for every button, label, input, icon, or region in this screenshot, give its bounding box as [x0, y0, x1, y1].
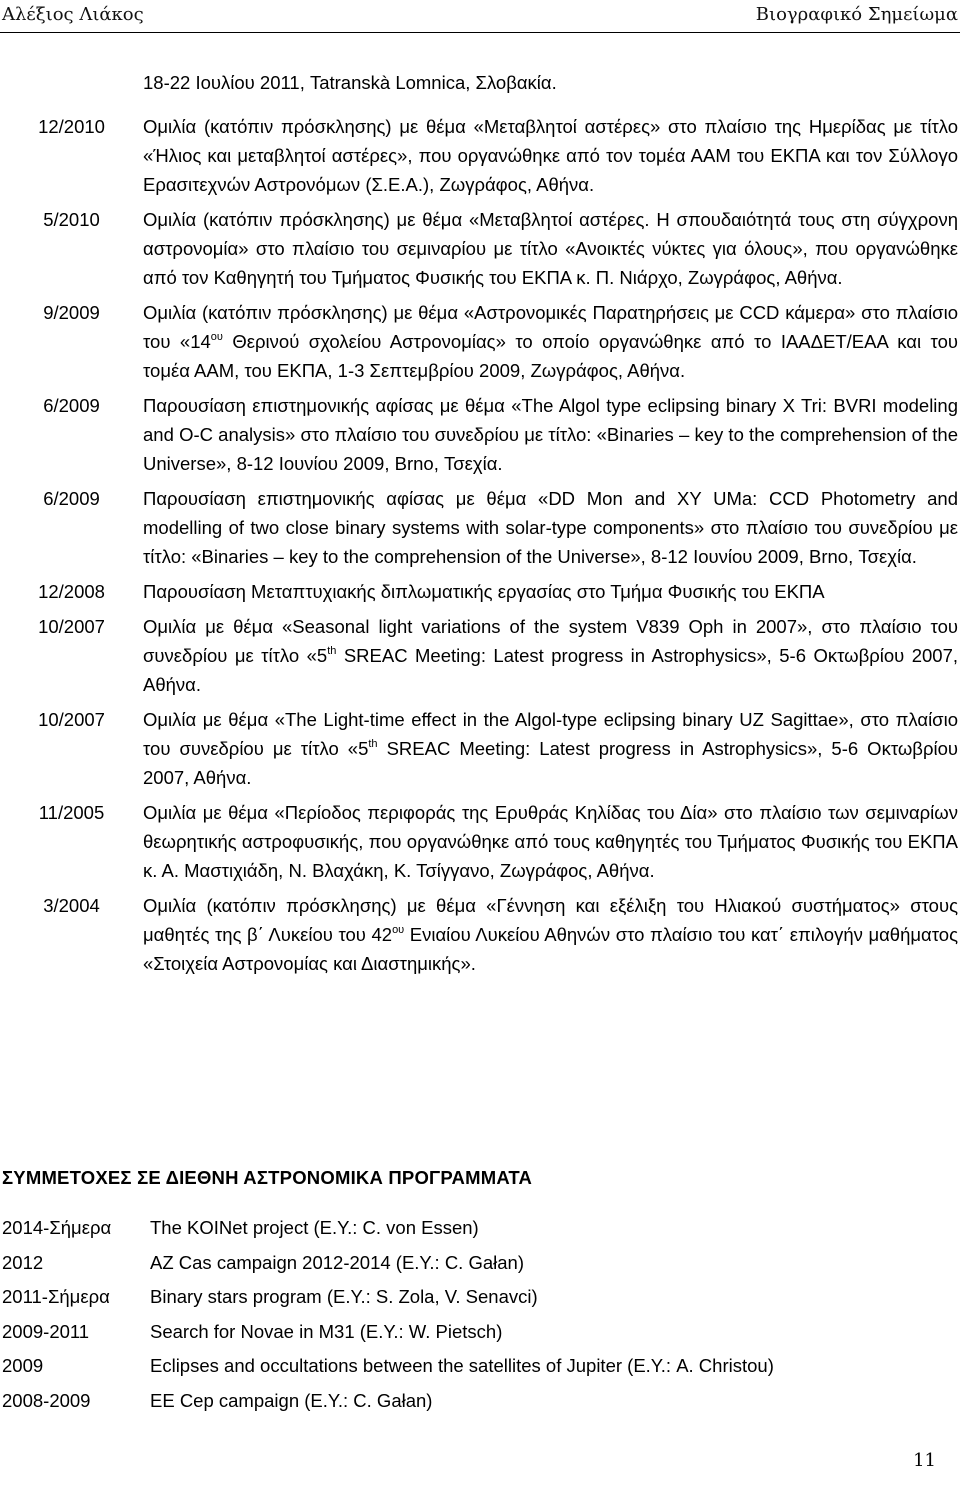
entry-text: Ομιλία (κατόπιν πρόσκλησης) με θέμα «Μεταβλητοί αστέρες. Η σπουδαιότητά τους στη σύγχρονη αστρονομία» στο πλαίσιο του σεμιναρίου με τίτλο «Ανοικτές νύκτες για όλους», που οργανώθηκε από τον Καθηγητή του Τμήματος Φυσικής του ΕΚΠΑ κ. Π. Νιάρχο, Ζωγράφος, Αθήνα. [143, 209, 958, 288]
program-years: 2009-2011 [2, 1320, 90, 1342]
entry-text: Ομιλία (κατόπιν πρόσκλησης) με θέμα «Αστρονομικές Παρατηρήσεις με CCD κάμερα» στο πλαίσιο του «$14^{o\upsilon}$ Θερινού σχολείου Αστρονομίας» το οποίο οργανώθηκε από το ΙΑΑΔΕΤ/ΕΑΑ και του τομέα ΑΑΜ, του ΕΚΠΑ, 1-3 Σεπτεμβρίου 2009, Ζωγράφος, Αθήνα. [143, 302, 958, 381]
list-item [2, 1349, 774, 1384]
list-item [0, 68, 960, 97]
entry-date: 12/2008 [38, 581, 105, 602]
list-item [2, 1384, 774, 1419]
entry-date: 5/2010 [43, 209, 100, 230]
entry-date: 9/2009 [43, 302, 100, 323]
list-item [0, 484, 960, 571]
program-name: Binary stars program (Ε.Υ.: S. Zola, V. Senavci) [150, 1286, 538, 1307]
programs-list [2, 1211, 774, 1418]
entry-text: Ομιλία (κατόπιν πρόσκλησης) με θέμα «Μεταβλητοί αστέρες» στο πλαίσιο της Ημερίδας με τίτλο «Ήλιος και μεταβλητοί αστέρες», που οργανώθηκε από τον τομέα ΑΑΜ του ΕΚΠΑ και τον Σύλλογο Ερασιτεχνών Αστρονόμων (Σ.Ε.Α.), Ζωγράφος, Αθήνα. [143, 116, 958, 195]
list-item [0, 798, 960, 885]
list-item [2, 1315, 774, 1350]
entry-date: 12/2010 [38, 116, 105, 137]
program-name: The KOINet project (Ε.Υ.: C. von Essen) [150, 1217, 479, 1238]
header-document-title: Βιογραφικό Σημείωμα [755, 4, 958, 25]
entry-text: Ομιλία με θέμα «Seasonal light variations of the system V839 Oph in 2007», στο πλαίσιο του συνεδρίου με τίτλο «5th SREAC Meeting: Latest progress in Astrophysics», 5-6 Οκτωβρίου 2007, Αθήνα. [143, 616, 958, 695]
program-years: 2012 [2, 1251, 44, 1273]
list-item [0, 298, 960, 385]
list-item [0, 612, 960, 699]
entry-text: Ομιλία (κατόπιν πρόσκλησης) με θέμα «Γέννηση και εξέλιξη του Ηλιακού συστήματος» στους μαθητές της β΄ Λυκείου του $42^{o\upsilon}$ Ενιαίου Λυκείου Αθηνών στο πλαίσιο του κατ΄ επιλογήν μαθήματος «Στοιχεία Αστρονομίας και Διαστημικής». [143, 895, 958, 974]
entry-text: Ομιλία με θέμα «The Light-time effect in the Algol-type eclipsing binary UZ Sagittae», στο πλαίσιο του συνεδρίου με τίτλο «5th SREAC Meeting: Latest progress in Astrophysics», 5-6 Οκτωβρίου 2007, Αθήνα. [143, 709, 958, 788]
list-item [0, 891, 960, 978]
list-item [0, 391, 960, 478]
section-heading: ΣΥΜΜΕΤΟΧΕΣ ΣΕ ΔΙΕΘΝΗ ΑΣΤΡΟΝΟΜΙΚΑ ΠΡΟΓΡΑΜΜΑΤΑ [2, 1167, 533, 1188]
page-number: 11 [913, 1450, 936, 1471]
entry-date [0, 68, 143, 97]
entry-date: 10/2007 [38, 709, 105, 730]
entry-date: 10/2007 [38, 616, 105, 637]
program-name: Eclipses and occultations between the satellites of Jupiter (Ε.Υ.: A. Christou) [150, 1355, 774, 1376]
list-item [0, 577, 960, 606]
entry-date: 6/2009 [43, 488, 100, 509]
program-name: Search for Novae in M31 (Ε.Υ.: W. Pietsch) [150, 1320, 503, 1342]
program-years: 2014-Σήμερα [2, 1217, 112, 1238]
entry-text: Ομιλία με θέμα «Περίοδος περιφοράς της Ερυθράς Κηλίδας του Δία» στο πλαίσιο των σεμιναρίων θεωρητικής αστροφυσικής, που οργανώθηκε από τους καθηγητές του Τμήματος Φυσικής του ΕΚΠΑ κ. Α. Μαστιχιάδη, Ν. Βλαχάκη, Κ. Τσίγγανο, Ζωγράφος, Αθήνα. [143, 802, 958, 881]
list-item [0, 705, 960, 792]
list-item [0, 205, 960, 292]
program-years: 2009 [2, 1355, 44, 1376]
entry-date: 3/2004 [43, 895, 100, 916]
list-item [2, 1280, 774, 1315]
entry-text: Παρουσίαση Μεταπτυχιακής διπλωματικής εργασίας στο Τμήμα Φυσικής του ΕΚΠΑ [143, 581, 825, 602]
entry-date: 6/2009 [43, 395, 100, 416]
program-name: EE Cep campaign (Ε.Υ.: C. Gałan) [150, 1389, 433, 1411]
header-author: Αλέξιος Λιάκος [2, 4, 144, 25]
entry-date: 11/2005 [38, 802, 105, 823]
program-name: AZ Cas campaign 2012-2014 (Ε.Υ.: C. Gałan) [150, 1251, 524, 1273]
entry-text: 18-22 Ιουλίου 2011, Tatranskà Lomnica, Σλοβακία. [143, 72, 557, 93]
presentations-list [0, 68, 960, 978]
list-item [2, 1211, 774, 1246]
program-years: 2008-2009 [2, 1389, 91, 1411]
list-item [0, 112, 960, 199]
entry-text: Παρουσίαση επιστημονικής αφίσας με θέμα «DD Mon and XY UMa: CCD Photometry and modelling of two close binary systems with solar-type components» στο πλαίσιο του συνεδρίου με τίτλο: «Binaries – key to the comprehension of the Universe», 8-12 Ιουνίου 2009, Brno, Τσεχία. [143, 488, 958, 567]
list-item [2, 1246, 774, 1281]
program-years: 2011-Σήμερα [2, 1286, 110, 1307]
entry-text: Παρουσίαση επιστημονικής αφίσας με θέμα «The Algol type eclipsing binary X Tri: BVRI modeling and O-C analysis» στο πλαίσιο του συνεδρίου με τίτλο: «Binaries – key to the comprehension of the Universe», 8-12 Ιουνίου 2009, Brno, Τσεχία. [143, 395, 958, 474]
header-divider [0, 32, 960, 33]
